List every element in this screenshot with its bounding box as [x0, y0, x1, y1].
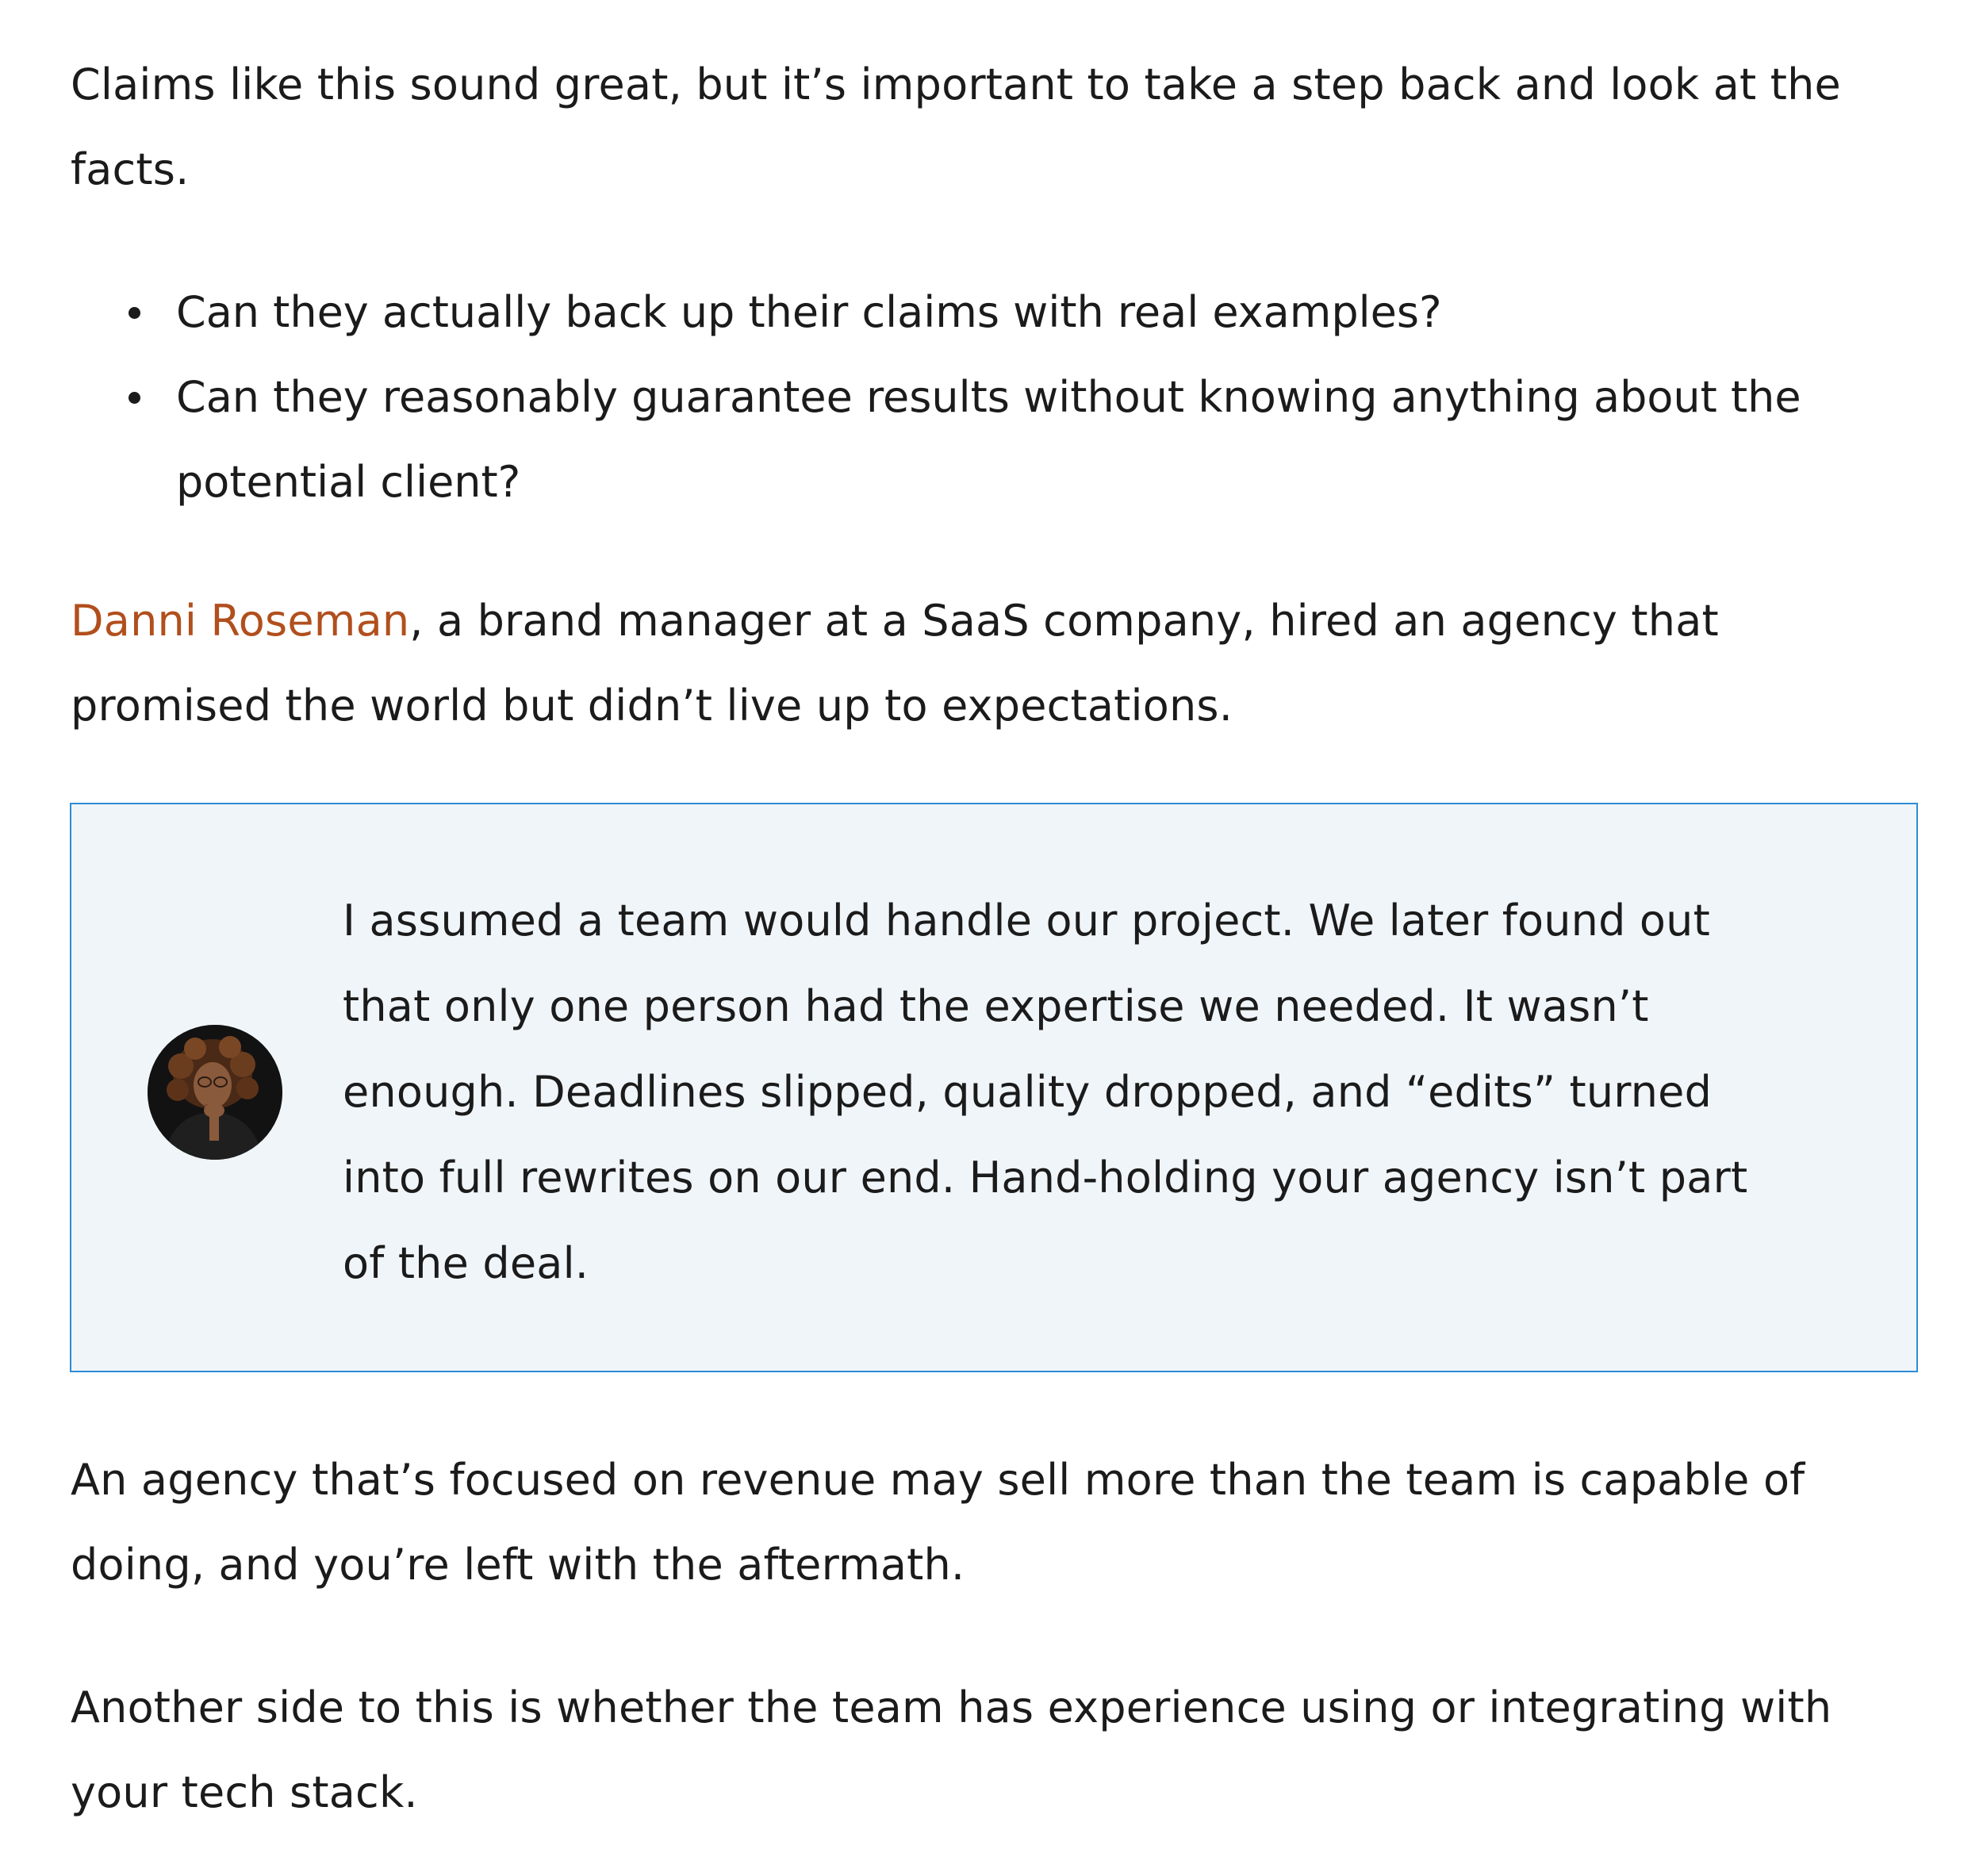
question-list: [71, 270, 1958, 524]
author-link[interactable]: Danni Roseman: [71, 596, 410, 646]
story-line-2: promised the world but didn’t live up to expectations.: [71, 681, 1233, 731]
quote-line-3: enough. Deadlines slipped, quality dropped, and “edits” turned: [343, 1067, 1713, 1117]
list-item: [71, 355, 1958, 524]
intro-line-2: facts.: [71, 144, 190, 194]
testimonial-quote-text: [343, 878, 1889, 1306]
tech-stack-paragraph: [71, 1665, 1935, 1835]
intro-line-1: Claims like this sound great, but it’s important to take a step back and look at the: [71, 59, 1841, 109]
revenue-line-1: An agency that’s focused on revenue may sell more than the team is capable of: [71, 1455, 1805, 1505]
avatar-portrait-icon: [148, 1025, 282, 1160]
revenue-line-2: doing, and you’re left with the aftermath.: [71, 1540, 965, 1590]
quote-line-4: into full rewrites on our end. Hand-holding your agency isn’t part: [343, 1153, 1748, 1203]
revenue-paragraph: [71, 1437, 1935, 1607]
bullet-icon: [128, 392, 140, 404]
quote-line-2: that only one person had the expertise we needed. It wasn’t: [343, 981, 1649, 1031]
tech-line-1: Another side to this is whether the team has experience using or integrating with: [71, 1682, 1832, 1732]
quote-line-1: I assumed a team would handle our project. We later found out: [343, 896, 1710, 946]
list-item-text-line-2: potential client?: [176, 457, 521, 507]
avatar: [148, 1025, 282, 1160]
intro-paragraph: [71, 42, 1935, 212]
story-paragraph: [71, 578, 1935, 748]
quote-line-5: of the deal.: [343, 1238, 589, 1288]
tech-line-2: your tech stack.: [71, 1767, 418, 1817]
story-line-1-rest: , a brand manager at a SaaS company, hired an agency that: [409, 596, 1719, 646]
bullet-icon: [128, 307, 140, 319]
list-item-text-line-1: Can they reasonably guarantee results without knowing anything about the: [176, 372, 1801, 422]
list-item-text: Can they actually back up their claims with real examples?: [176, 287, 1442, 337]
list-item: [71, 270, 1958, 355]
testimonial-quote-box: [70, 803, 1918, 1372]
